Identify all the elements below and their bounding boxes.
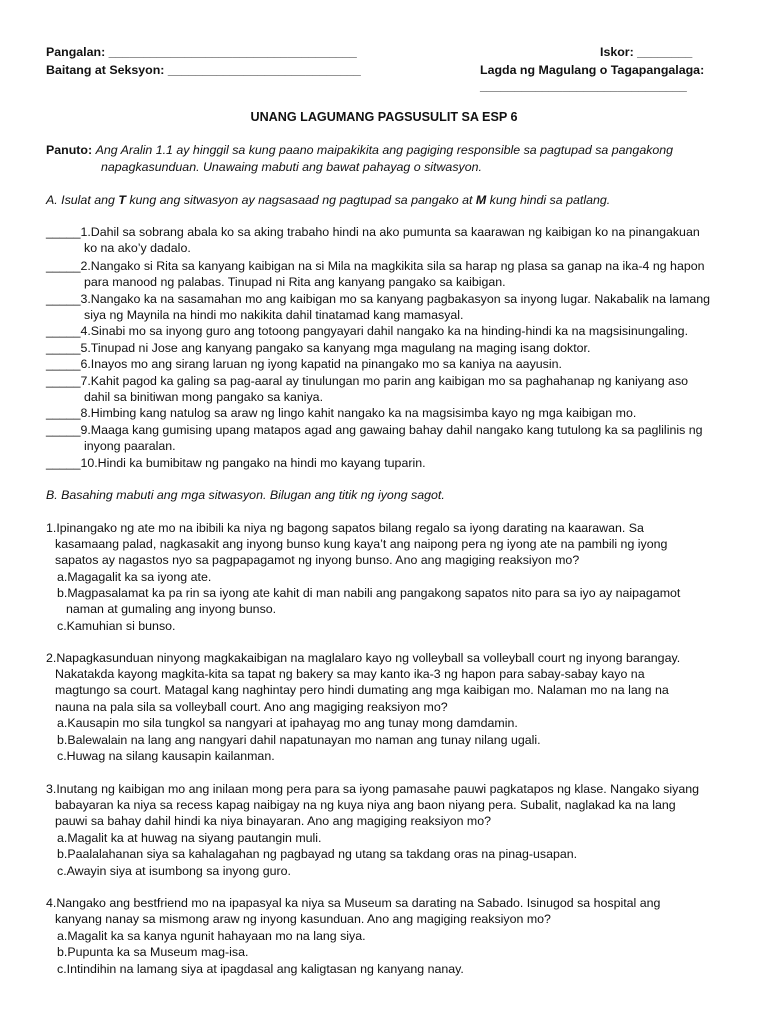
part-a-item-10: _____10.Hindi ka bumibitaw ng pangako na hindi mo kayang tuparin. <box>46 456 426 470</box>
parent-signature-line: ______________________________ <box>480 79 687 93</box>
directions-text-line1: Ang Aralin 1.1 ay hinggil sa kung paano maipakikita ang pagiging responsible sa pagtupad sa pangakong <box>95 143 674 157</box>
question-3-choice-a: a.Magalit ka at huwag na siyang pautangin muli. <box>57 831 322 845</box>
name-field-label: Pangalan: ____________________________________ <box>46 45 357 59</box>
question-1-choice-b-line2: naman at gumaling ang inyong bunso. <box>66 602 277 616</box>
question-2-choice-b: b.Balewalain na lang ang nangyari dahil napatunayan mo naman ang tunay nilang ugali. <box>57 733 541 747</box>
question-3-line3: pauwi sa bahay dahil hindi ka niya binayaran. Ano ang magiging reaksiyon mo? <box>55 814 492 828</box>
question-1-line2: kasamaang palad, nagkasakit ang inyong bunso kung kaya’t ang naipong pera ng iyong ate na pambili ng iyong <box>55 537 668 551</box>
part-a-item-3-line1: _____3.Nangako ka na sasamahan mo ang kaibigan mo sa kanyang pagbakasyon sa inyong lugar. Nakabalik na lamang <box>46 292 711 306</box>
part-a-instr-M: M <box>475 193 487 207</box>
question-1-choice-c: c.Kamuhian si bunso. <box>57 619 176 633</box>
question-1-line1: 1.Ipinangako ng ate mo na ibibili ka niya ng bagong sapatos bilang regalo sa iyong darating na kaarawan. Sa <box>46 521 644 535</box>
part-a-item-6: _____6.Inayos mo ang sirang laruan ng iyong kapatid na pinangako mo sa kaniya na aayusin. <box>46 357 562 371</box>
question-2-choice-a: a.Kausapin mo sila tungkol sa nangyari at ipahayag mo ang tunay mong damdamin. <box>57 716 518 730</box>
question-2-line2: Nakatakda kayong magkita-kita sa tapat ng bakery sa may kanto ika-3 ng hapon para sabay-sabay kayo na <box>55 667 645 681</box>
part-a-instr-T: T <box>118 193 126 207</box>
part-a-instr-text: kung hindi sa patlang. <box>486 193 611 207</box>
part-a-item-2-line2: para manood ng palabas. Tinupad ni Rita ang kanyang pangako sa kaibigan. <box>84 275 506 289</box>
question-4-line2: kanyang nanay sa mismong araw ng inyong kasunduan. Ano ang magiging reaksiyon mo? <box>55 912 551 926</box>
part-a-item-5: _____5.Tinupad ni Jose ang kanyang pangako sa kanyang mga magulang na maging isang doktor. <box>46 341 591 355</box>
part-a-item-4: _____4.Sinabi mo sa inyong guro ang totoong pangyayari dahil nangako ka na hinding-hindi ka na magsisinungaling. <box>46 324 689 338</box>
part-a-item-1-line1: _____1.Dahil sa sobrang abala ko sa aking trabaho hindi na ako pumunta sa kaarawan ng kaibigan ko na pinangakuan <box>46 225 700 239</box>
question-2-line3: magtungo sa court. Matagal kang naghintay pero hindi dumating ang mga kaibigan mo. Nalaman mo na lang na <box>55 683 669 697</box>
question-2-line4: nauna na pala sila sa volleyball court. Ano ang magiging reaksiyon mo? <box>55 700 448 714</box>
part-a-item-1-line2: ko na ako’y dadalo. <box>84 241 191 255</box>
directions <box>46 142 673 159</box>
part-a-item-9-line1: _____9.Maaga kang gumising upang matapos agad ang gawaing bahay dahil nangako kang tutulong ka sa paglilinis ng <box>46 423 703 437</box>
question-1-choice-b-line1: b.Magpasalamat ka pa rin sa iyong ate kahit di man nabili ang pangakong sapatos nito para sa iyo ay naipagamot <box>57 586 681 600</box>
parent-signature-label: Lagda ng Magulang o Tagapangalaga: <box>480 63 705 77</box>
page-title: UNANG LAGUMANG PAGSUSULIT SA ESP 6 <box>250 110 518 124</box>
question-2-choice-c: c.Huwag na silang kausapin kailanman. <box>57 749 275 763</box>
part-a-item-9-line2: inyong paaralan. <box>84 439 176 453</box>
question-1-line3: sapatos ay nagastos nyo sa pagpapagamot ng inyong bunso. Ano ang magiging reaksiyon mo? <box>55 553 580 567</box>
part-a-instr-text: A. Isulat ang <box>46 193 119 207</box>
question-4-choice-a: a.Magalit ka sa kanya ngunit hahayaan mo na lang siya. <box>57 929 366 943</box>
part-a-item-8: _____8.Himbing kang natulog sa araw ng lingo kahit nangako ka na magsisimba kayo ng mga kaibigan mo. <box>46 406 637 420</box>
question-4-choice-b: b.Pupunta ka sa Museum mag-isa. <box>57 945 249 959</box>
question-3-choice-c: c.Awayin siya at isumbong sa inyong guro. <box>57 864 291 878</box>
directions-label: Panuto: <box>46 143 93 157</box>
question-3-choice-b: b.Paalalahanan siya sa kahalagahan ng pagbayad ng utang sa takdang oras na pinag-usapan. <box>57 847 578 861</box>
directions-text-line2: napagkasunduan. Unawaing mabuti ang bawat pahayag o sitwasyon. <box>101 160 482 174</box>
question-2-line1: 2.Napagkasunduan ninyong magkakaibigan na maglalaro kayo ng volleyball sa volleyball court ng inyong barangay. <box>46 651 681 665</box>
part-a-item-3-line2: siya ng Maynila na hindi mo nakikita dahil tinatamad kang mamasyal. <box>84 308 464 322</box>
part-a-item-2-line1: _____2.Nangako si Rita sa kanyang kaibigan na si Mila na magkikita sila sa harap ng plasa sa ganap na ika-4 ng hapon <box>46 259 705 273</box>
part-b-instructions: B. Basahing mabuti ang mga sitwasyon. Bilugan ang titik ng iyong sagot. <box>46 488 445 502</box>
question-4-line1: 4.Nangako ang bestfriend mo na ipapasyal ka niya sa Museum sa darating na Sabado. Isinugod sa hospital ang <box>46 896 661 910</box>
part-a-instr-text: kung ang sitwasyon ay nagsasaad ng pagtupad sa pangako at <box>125 193 476 207</box>
question-3-line1: 3.Inutang ng kaibigan mo ang inilaan mong pera para sa iyong pamasahe pauwi pagkatapos ng klase. Nangako siyang <box>46 782 700 796</box>
part-a-item-7-line1: _____7.Kahit pagod ka galing sa pag-aaral ay tinulungan mo parin ang kaibigan mo sa paghahanap ng kaniyang aso <box>46 374 689 388</box>
grade-section-field-label: Baitang at Seksyon: ____________________________ <box>46 63 361 77</box>
question-4-choice-c: c.Intindihin na lamang siya at ipagdasal ang kaligtasan ng kanyang nanay. <box>57 962 464 976</box>
question-1-choice-a: a.Magagalit ka sa iyong ate. <box>57 570 212 584</box>
score-field-label: Iskor: ________ <box>600 45 693 59</box>
question-3-line2: babayaran ka niya sa recess kapag naibigay na ng kuya niya ang baon niyang pera. Subalit, naglakad ka na lang <box>55 798 676 812</box>
part-a-item-7-line2: dahil sa binitiwan mong pangako sa kaniya. <box>84 390 324 404</box>
part-a-instructions <box>46 192 610 209</box>
